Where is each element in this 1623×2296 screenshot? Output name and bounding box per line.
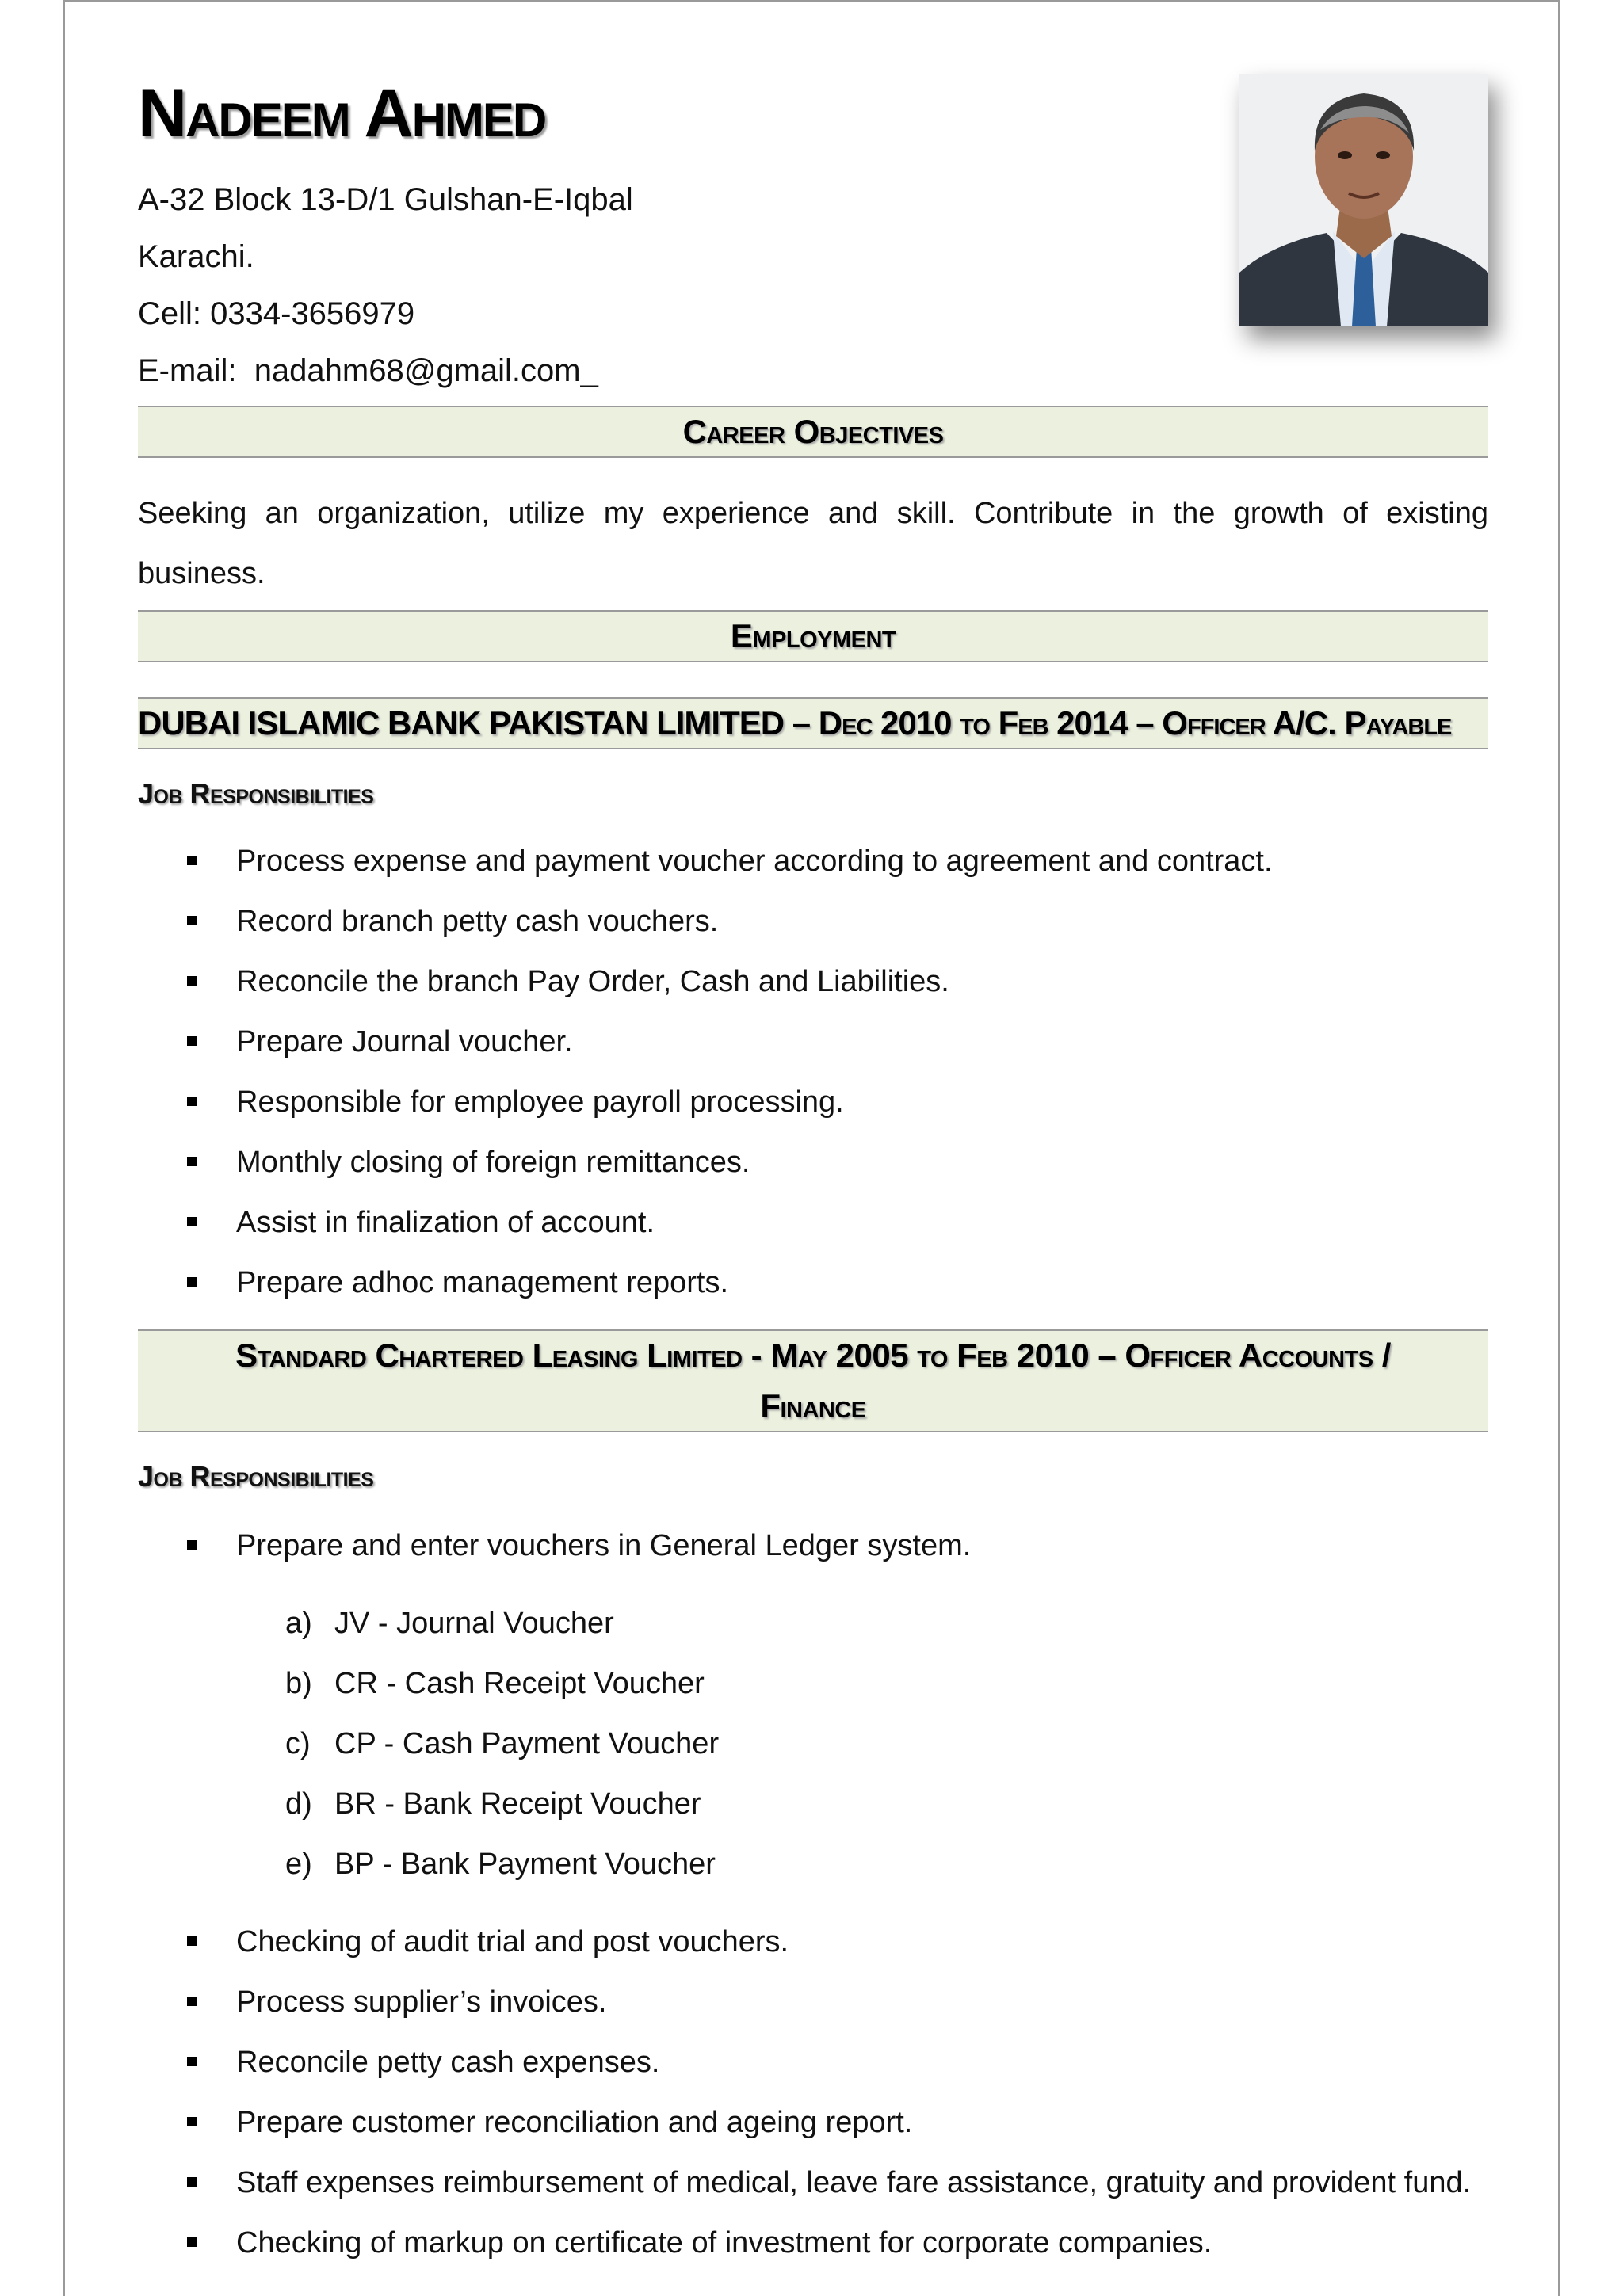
section-career-objectives [138, 406, 1488, 458]
profile-photo [1239, 74, 1488, 326]
section-employment [138, 610, 1488, 662]
job-2-title-line-1: Standard Chartered Leasing Limited - May 2005 to Feb 2010 – Officer Accounts / [235, 1337, 1391, 1374]
address-line-2: Karachi. [138, 239, 254, 274]
job-2-responsibilities-heading: Job Responsibilities [138, 1460, 374, 1493]
job-1-title: DUBAI ISLAMIC BANK PAKISTAN LIMITED – Dec 2010 to Feb 2014 – Officer A/C. Payable [138, 704, 1452, 742]
job-1-responsibilities-heading: Job Responsibilities [138, 777, 374, 810]
cell-number: Cell: 0334-3656979 [138, 296, 415, 331]
employment-heading: Employment [730, 617, 896, 654]
career-objective-text: Seeking an organization, utilize my experience and skill. Contribute in the growth of existing business. [138, 497, 1488, 590]
address-line-1: A-32 Block 13-D/1 Gulshan-E-Iqbal [138, 182, 633, 217]
email-label: E-mail: [138, 353, 237, 388]
email-row: E-mail: nadahm68@gmail.com_ [138, 353, 598, 388]
career-heading: Career Objectives [682, 413, 944, 450]
job-1-title-banner [138, 697, 1488, 749]
job-2-title-banner [138, 1329, 1488, 1432]
email-link[interactable]: nadahm68@gmail.com [254, 353, 581, 388]
candidate-name: Nadeem Ahmed [138, 75, 546, 151]
job-2-title-line-2: Finance [760, 1387, 866, 1425]
